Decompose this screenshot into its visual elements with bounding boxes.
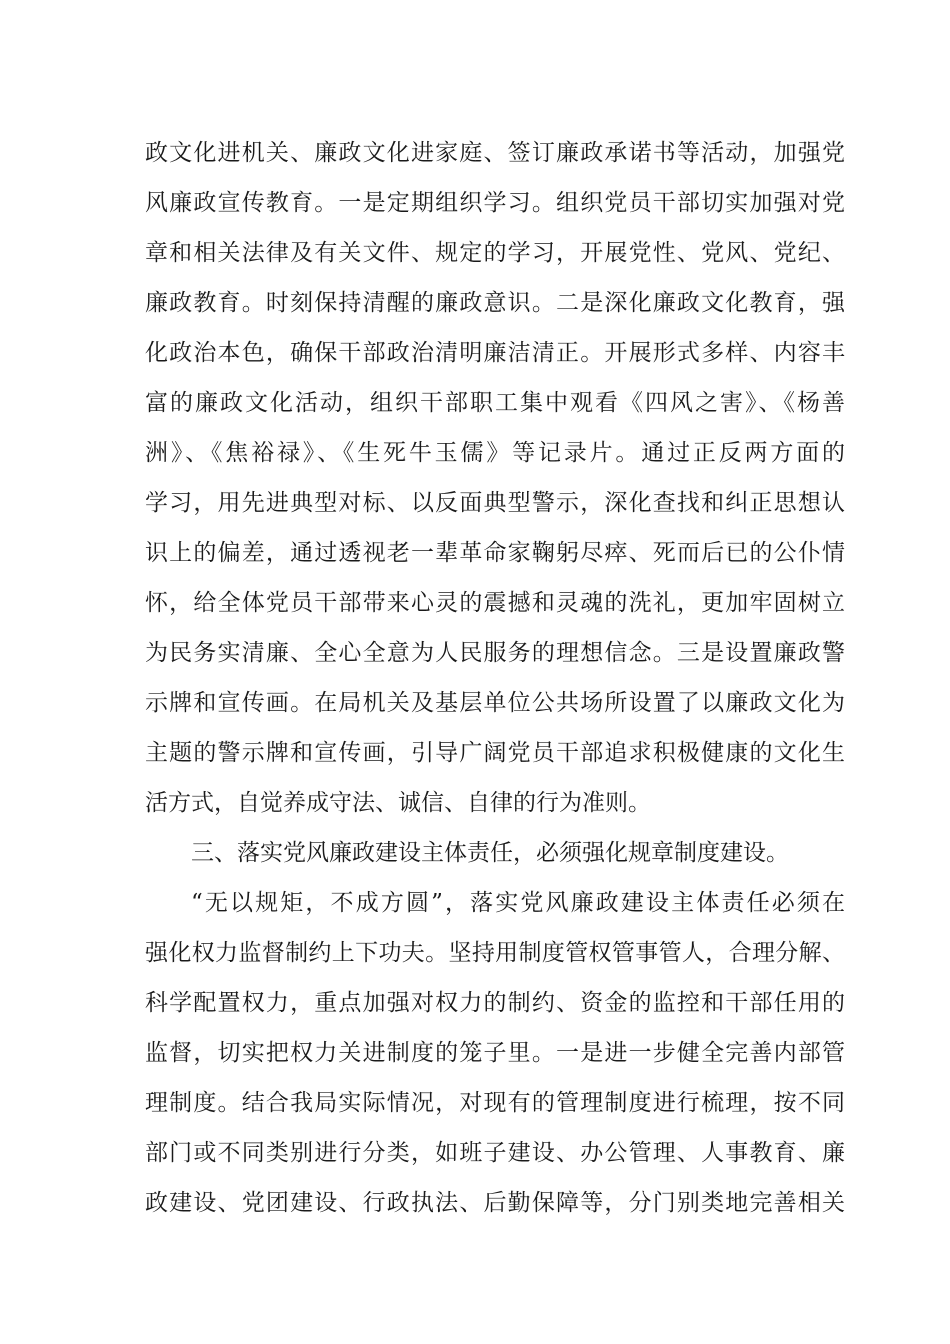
text-line: 风廉政宣传教育。一是定期组织学习。组织党员干部切实加强对党 [145, 190, 845, 216]
paragraph-anti-corruption-culture [145, 128, 845, 828]
text-line: 章和相关法律及有关文件、规定的学习，开展党性、党风、党纪、 [145, 240, 845, 266]
text-line: 政文化进机关、廉政文化进家庭、签订廉政承诺书等活动，加强党 [145, 140, 845, 166]
text-line: 强化权力监督制约上下功夫。坚持用制度管权管事管人，合理分解、 [145, 940, 845, 966]
text-line: 化政治本色，确保干部政治清明廉洁清正。开展形式多样、内容丰 [145, 340, 845, 366]
text-line: 科学配置权力，重点加强对权力的制约、资金的监控和干部任用的 [145, 990, 845, 1016]
text-line: 怀，给全体党员干部带来心灵的震撼和灵魂的洗礼，更加牢固树立 [145, 590, 845, 616]
section-heading: 三、落实党风廉政建设主体责任，必须强化规章制度建设。 [191, 840, 789, 866]
text-line: 廉政教育。时刻保持清醒的廉政意识。二是深化廉政文化教育，强 [145, 290, 845, 316]
paragraph-rules-system [145, 878, 845, 1228]
text-line: 识上的偏差，通过透视老一辈革命家鞠躬尽瘁、死而后已的公仆情 [145, 540, 845, 566]
text-line: 洲》、《焦裕禄》、《生死牛玉儒》等记录片。通过正反两方面的 [145, 440, 845, 466]
document-body [145, 128, 845, 1228]
text-line: 政建设、党团建设、行政执法、后勤保障等，分门别类地完善相关 [145, 1190, 845, 1216]
text-line: “无以规矩，不成方圆”，落实党风廉政建设主体责任必须在 [191, 890, 845, 916]
text-line: 主题的警示牌和宣传画，引导广阔党员干部追求积极健康的文化生 [145, 740, 845, 766]
text-line: 示牌和宣传画。在局机关及基层单位公共场所设置了以廉政文化为 [145, 690, 845, 716]
text-line: 活方式，自觉养成守法、诚信、自律的行为准则。 [145, 790, 651, 816]
text-line: 部门或不同类别进行分类，如班子建设、办公管理、人事教育、廉 [145, 1140, 845, 1166]
text-line: 监督，切实把权力关进制度的笼子里。一是进一步健全完善内部管 [145, 1040, 845, 1066]
text-line: 富的廉政文化活动，组织干部职工集中观看《四风之害》、《杨善 [145, 390, 845, 416]
text-line: 学习，用先进典型对标、以反面典型警示，深化查找和纠正思想认 [145, 490, 845, 516]
text-line: 理制度。结合我局实际情况，对现有的管理制度进行梳理，按不同 [145, 1090, 845, 1116]
text-line: 为民务实清廉、全心全意为人民服务的理想信念。三是设置廉政警 [145, 640, 845, 666]
